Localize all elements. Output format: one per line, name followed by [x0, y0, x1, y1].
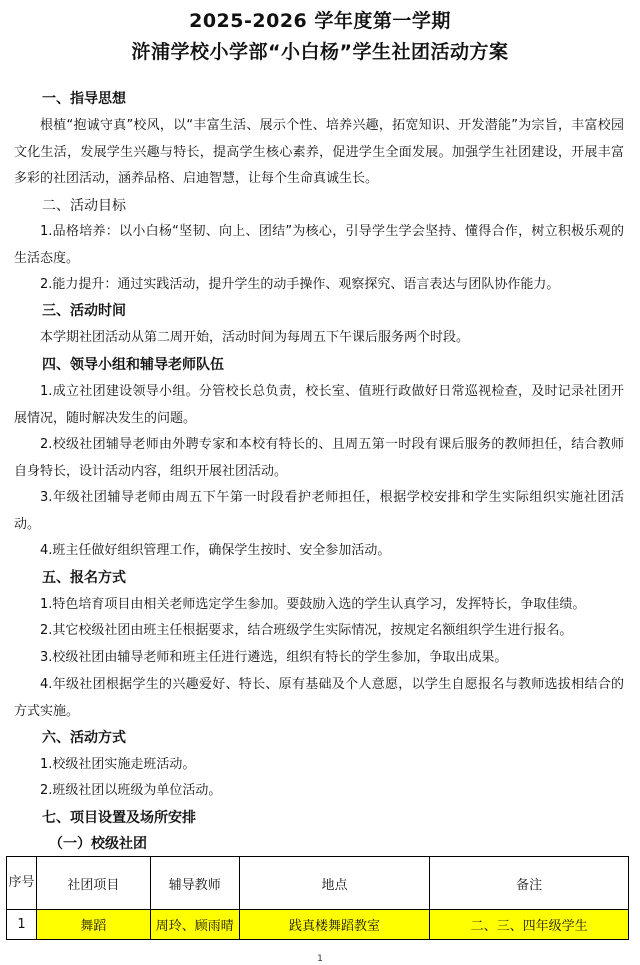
- leadership-item-2: 2.校级社团辅导老师由外聘专家和本校有特长的、且周五第一时段有课后服务的教师担任，结合教师自身特长，设计活动内容，组织开展社团活动。: [14, 437, 624, 479]
- section-heading-time: 三、活动时间: [42, 303, 126, 319]
- cell-club: 舞蹈: [36, 910, 150, 940]
- cell-notes: 二、三、四年级学生: [430, 910, 629, 940]
- page-number: 1: [317, 954, 323, 964]
- cell-seq: 1: [7, 910, 37, 940]
- section-heading-registration: 五、报名方式: [42, 570, 126, 586]
- table-row: [7, 910, 629, 940]
- cell-teacher: 周玲、顾雨晴: [150, 910, 239, 940]
- header-notes: 备注: [430, 857, 629, 910]
- guiding-thought-paragraph: 根植“抱诚守真”校风，以“丰富生活、展示个性、培养兴趣，拓宽知识、开发潜能”为宗旨，丰富校园文化生活，发展学生兴趣与特长，提高学生核心素养，促进学生全面发展。加强学生社团建设，开展丰富多彩的社团活动，涵养品格、启迪智慧，让每个生命真诚生长。: [14, 118, 624, 186]
- leadership-item-3: 3.年级社团辅导老师由周五下午第一时段看护老师担任，根据学校安排和学生实际组织实施社团活动。: [14, 490, 624, 532]
- leadership-item-1: 1.成立社团建设领导小组。分管校长总负责，校长室、值班行政做好日常巡视检查，及时记录社团开展情况，随时解决发生的问题。: [14, 384, 624, 426]
- activity-mode-item-1: 1.校级社团实施走班活动。: [40, 757, 196, 772]
- section-heading-guiding-thought: 一、指导思想: [42, 91, 126, 107]
- table-header-row: [7, 857, 629, 910]
- header-location: 地点: [239, 857, 430, 910]
- section-heading-leadership: 四、领导小组和辅导老师队伍: [42, 357, 224, 373]
- section-heading-goals: 二、活动目标: [42, 198, 126, 214]
- header-club: 社团项目: [36, 857, 150, 910]
- time-paragraph: 本学期社团活动从第二周开始，活动时间为每周五下午课后服务两个时段。: [40, 330, 470, 345]
- header-seq: 序号: [7, 857, 37, 910]
- school-clubs-table: [6, 856, 629, 940]
- document-title-line1: 2025-2026 学年度第一学期: [189, 10, 451, 32]
- registration-item-3: 3.校级社团由辅导老师和班主任进行遴选，组织有特长的学生参加，争取出成果。: [40, 650, 508, 665]
- cell-location: 践真楼舞蹈教室: [239, 910, 430, 940]
- document-title-line2: 浒浦学校小学部“小白杨”学生社团活动方案: [131, 41, 509, 63]
- activity-mode-item-2: 2.班级社团以班级为单位活动。: [40, 783, 222, 798]
- goal-item-character: 1.品格培养：以小白杨“坚韧、向上、团结”为核心，引导学生学会坚持、懂得合作，树立积极乐观的生活态度。: [14, 224, 624, 266]
- leadership-item-4: 4.班主任做好组织管理工作，确保学生按时、安全参加活动。: [40, 543, 391, 558]
- section-heading-project-setup: 七、项目设置及场所安排: [42, 810, 196, 826]
- header-teacher: 辅导教师: [150, 857, 239, 910]
- registration-item-2: 2.其它校级社团由班主任根据要求，结合班级学生实际情况，按规定名额组织学生进行报名。: [40, 623, 573, 638]
- goal-item-ability: 2.能力提升：通过实践活动，提升学生的动手操作、观察探究、语言表达与团队协作能力。: [40, 277, 560, 292]
- subsection-school-clubs: （一）校级社团: [49, 836, 147, 852]
- registration-item-1: 1.特色培育项目由相关老师选定学生参加。要鼓励入选的学生认真学习，发挥特长，争取佳绩。: [40, 597, 586, 612]
- registration-item-4: 4.年级社团根据学生的兴趣爱好、特长、原有基础及个人意愿，以学生自愿报名与教师选拔相结合的方式实施。: [14, 677, 624, 719]
- section-heading-activity-mode: 六、活动方式: [42, 730, 126, 746]
